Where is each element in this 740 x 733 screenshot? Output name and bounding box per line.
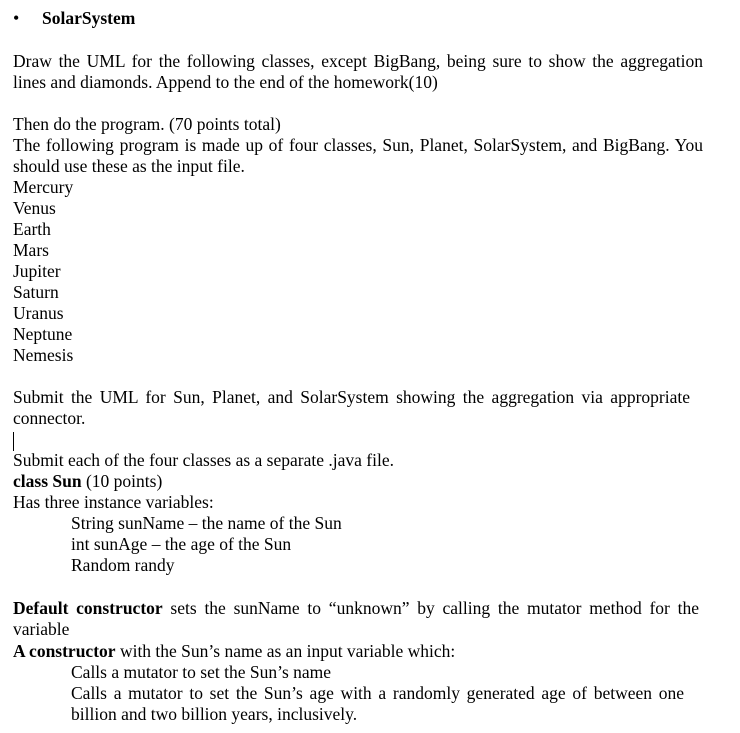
sun-class-title [13, 471, 162, 492]
default-ctor-line1 [13, 598, 699, 619]
text-cursor [13, 432, 14, 451]
sun-class-title-bold: class Sun [13, 471, 82, 491]
sun-class-title-points: (10 points) [81, 471, 163, 491]
para1-line1: Draw the UML for the following classes, except BigBang, being sure to show the aggregation [13, 51, 703, 71]
sun-class-has-vars: Has three instance variables: [13, 492, 214, 512]
planet-item: Uranus [13, 303, 64, 323]
para3-line1: Submit the UML for Sun, Planet, and SolarSystem showing the aggregation via appropriate [13, 387, 690, 407]
planet-item: Nemesis [13, 345, 74, 365]
para2-line2: The following program is made up of four classes, Sun, Planet, SolarSystem, and BigBang. You [13, 135, 703, 155]
planet-item: Neptune [13, 324, 73, 344]
planet-item: Mercury [13, 177, 74, 197]
para2-line1: Then do the program. (70 points total) [13, 114, 281, 134]
instance-variable: int sunAge – the age of the Sun [71, 534, 292, 554]
planet-item: Earth [13, 219, 51, 239]
default-ctor-line2: variable [13, 619, 70, 639]
para3-line2: connector. [13, 408, 86, 428]
ctor-line1 [13, 641, 455, 662]
ctor-step: billion and two billion years, inclusively. [71, 704, 358, 724]
para4-line1: Submit each of the four classes as a separate .java file. [13, 450, 394, 470]
ctor-step: Calls a mutator to set the Sun’s name [71, 662, 332, 682]
section-heading: SolarSystem [42, 8, 136, 28]
default-ctor-bold: Default constructor [13, 598, 163, 618]
planet-item: Jupiter [13, 261, 61, 281]
ctor-step: Calls a mutator to set the Sun’s age with a randomly generated age of between one [71, 683, 684, 703]
bullet-icon: • [13, 8, 20, 28]
instance-variable: String sunName – the name of the Sun [71, 513, 342, 533]
instance-variable: Random randy [71, 555, 175, 575]
para1-line2: lines and diamonds. Append to the end of the homework(10) [13, 72, 438, 92]
planet-item: Mars [13, 240, 49, 260]
default-ctor-rest: sets the sunName to “unknown” by calling the mutator method for the [162, 598, 700, 618]
ctor-bold: A constructor [13, 641, 116, 661]
ctor-rest: with the Sun’s name as an input variable which: [115, 641, 456, 661]
planet-item: Venus [13, 198, 56, 218]
planet-item: Saturn [13, 282, 59, 302]
para2-line3: should use these as the input file. [13, 156, 245, 176]
